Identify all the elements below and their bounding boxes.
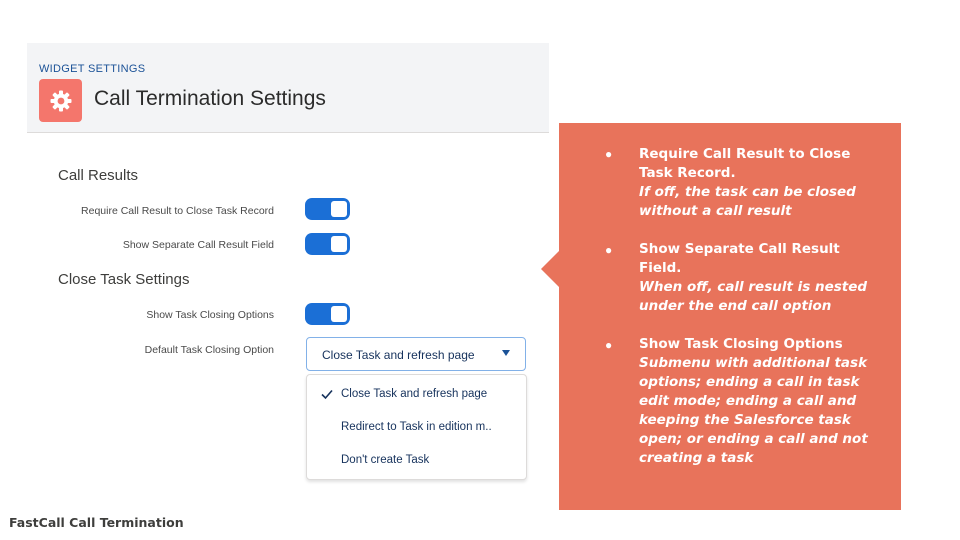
require-call-result-toggle[interactable] xyxy=(305,198,350,220)
menu-item-label: Redirect to Task in edition m.. xyxy=(341,421,492,433)
callout-arrow xyxy=(541,251,559,287)
gear-icon xyxy=(49,89,73,113)
menu-item-label: Close Task and refresh page xyxy=(341,388,488,400)
page-title: Call Termination Settings xyxy=(94,87,326,110)
callout-item-require-result xyxy=(639,145,884,221)
callout-item-heading: Show Task Closing Options xyxy=(639,336,843,352)
callout-item-heading: Show Separate Call Result Field. xyxy=(639,241,840,276)
select-value: Close Task and refresh page xyxy=(322,348,475,362)
eyebrow-label: WIDGET SETTINGS xyxy=(39,63,146,75)
section-title-call-results: Call Results xyxy=(58,167,139,184)
figure-caption: FastCall Call Termination xyxy=(9,515,184,530)
bullet-icon: ● xyxy=(605,243,613,257)
gear-icon-tile xyxy=(39,79,82,122)
callout-item-description: If off, the task can be closed without a call result xyxy=(639,184,856,219)
bullet-icon: ● xyxy=(605,338,613,352)
check-icon xyxy=(320,387,334,401)
toggle-knob xyxy=(331,236,347,252)
task-closing-options-label: Show Task Closing Options xyxy=(146,309,274,321)
callout-item-heading: Require Call Result to Close Task Record. xyxy=(639,146,851,181)
callout-item-closing-options xyxy=(639,335,874,468)
section-title-close-task: Close Task Settings xyxy=(58,271,190,288)
menu-item-label: Don't create Task xyxy=(341,454,430,466)
default-task-closing-label: Default Task Closing Option xyxy=(144,344,274,356)
task-closing-options-toggle[interactable] xyxy=(305,303,350,325)
menu-item-close-task-refresh[interactable] xyxy=(307,381,526,407)
callout-item-description: When off, call result is nested under the end call option xyxy=(639,279,868,314)
closing-option-menu xyxy=(306,374,527,480)
menu-item-redirect-task[interactable] xyxy=(307,414,526,440)
settings-header xyxy=(27,43,549,133)
chevron-down-icon xyxy=(502,350,510,356)
separate-call-result-toggle[interactable] xyxy=(305,233,350,255)
toggle-knob xyxy=(331,306,347,322)
default-task-closing-select[interactable] xyxy=(306,337,526,371)
callout-item-separate-field xyxy=(639,240,884,316)
separate-call-result-label: Show Separate Call Result Field xyxy=(122,239,274,251)
require-call-result-label: Require Call Result to Close Task Record xyxy=(81,205,274,217)
callout-item-description: Submenu with additional task options; ending a call in task edit mode; ending a call and keeping the Salesforce task open; or ending a call and not creating a task xyxy=(639,355,868,466)
toggle-knob xyxy=(331,201,347,217)
bullet-icon: ● xyxy=(605,147,613,161)
menu-item-dont-create-task[interactable] xyxy=(307,447,526,473)
